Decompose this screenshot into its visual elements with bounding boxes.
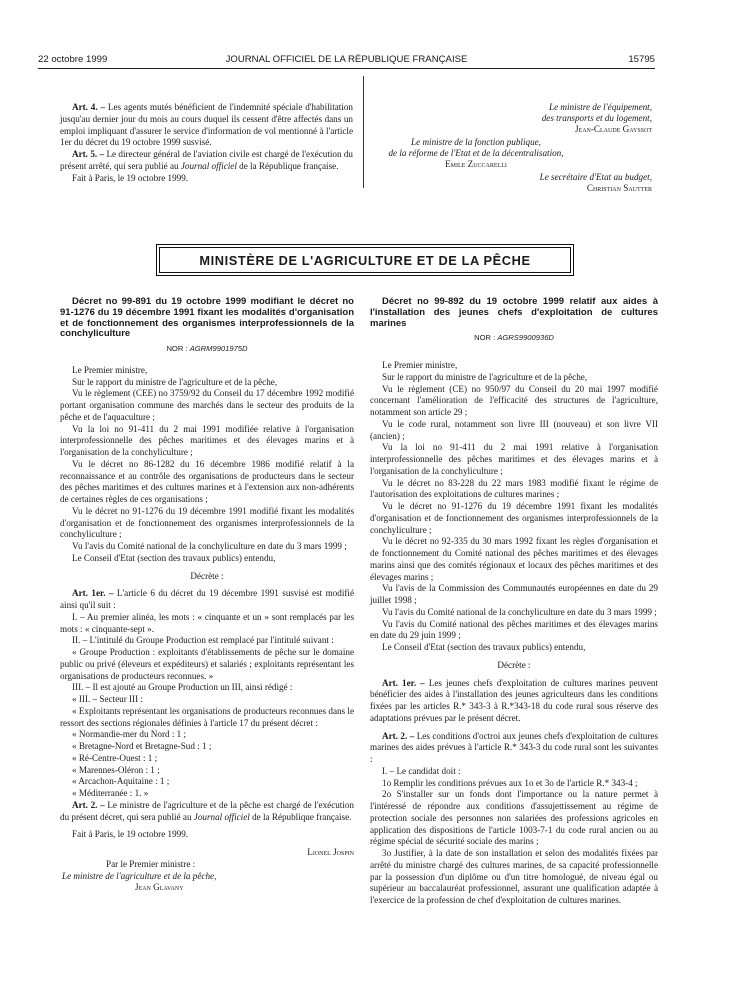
left-decree	[60, 297, 354, 894]
header-journal-title: JOURNAL OFFICIEL DE LA RÉPUBLIQUE FRANÇAISE	[225, 54, 468, 65]
signature-block-2: Le ministre de la fonction publique, de la réforme de l'Etat et de la décentralisation, Emile Zuccarelli	[366, 137, 586, 171]
visa-paragraph: Vu l'avis de la Commission des Communautés européennes en date du 29 juillet 1998 ;	[370, 583, 658, 606]
art1-paragraph: Art. 1er. – L'article 6 du décret du 19 décembre 1991 susvisé est modifié ainsi qu'il suit :	[60, 588, 354, 611]
body-paragraph: « Normandie-mer du Nord : 1 ;	[72, 729, 187, 740]
nor-reference: NOR : AGRS9900936D	[474, 333, 554, 343]
visa-paragraph: Le Conseil d'Etat (section des travaux publics) entendu,	[382, 642, 586, 653]
visa-paragraph: Vu le code rural, notamment son livre III (nouveau) et son livre VII (ancien) ;	[370, 418, 658, 441]
visa-paragraph: Sur le rapport du ministre de l'agriculture et de la pêche,	[72, 376, 278, 387]
art2-paragraph: Art. 2. – Les conditions d'octroi aux jeunes chefs d'exploitation de cultures marines des aides prévues à l'article R.* 343-3 du code rural sont les suivantes :	[370, 730, 659, 765]
decrete-heading: Décrète :	[190, 570, 224, 581]
signature-block-3: Le secrétaire d'Etat au budget, Christian Sautter	[380, 172, 652, 194]
signer-name: Christian Sautter	[586, 183, 652, 194]
visa-paragraph: Vu le règlement (CE) no 950/97 du Conseil du 20 mai 1997 modifié concernant l'amélioration de l'efficacité des structures de l'agriculture, notamment son article 29 ;	[370, 383, 658, 418]
art1-paragraph: Art. 1er. – Les jeunes chefs d'exploitation de cultures marines peuvent bénéficier des aides à l'installation des jeunes agriculteurs dans les conditions fixées par les articles R.* 343-3 à R.*343-18 du code rural sous réserve des adaptations prévues par le présent décret.	[370, 677, 658, 723]
visa-paragraph: Le Conseil d'Etat (section des travaux publics) entendu,	[72, 552, 276, 563]
body-paragraph: « Marennes-Oléron : 1 ;	[72, 764, 160, 775]
ministry-heading: MINISTÈRE DE L'AGRICULTURE ET DE LA PÊCHE	[159, 247, 571, 273]
minister-title: Le ministre de l'agriculture et de la pêche,	[62, 870, 217, 881]
body-paragraph: « Groupe Production : exploitants d'établissements de pêche sur le domaine public ou privé (éleveurs et expéditeurs) et salariés ; exploitants représentant les organisations de producteurs reconnues. »	[60, 647, 354, 681]
decree-title: Décret no 99-892 du 19 octobre 1999 relatif aux aides à l'installation des jeunes chefs d'exploitation de cultures marines	[370, 296, 658, 329]
done-at-paris: Fait à Paris, le 19 octobre 1999.	[72, 172, 189, 183]
visa-paragraph: Vu le décret no 86-1282 du 16 décembre 1986 modifié relatif à la reconnaissance et au contrôle des organisations de producteurs dans le secteur des pêches maritimes et des cultures marines et à l'extension aux non-adhérents de certaines règles de ces organisations ;	[60, 458, 354, 505]
visa-paragraph: Vu la loi no 91-411 du 2 mai 1991 relative à l'organisation interprofessionnelle des pêches maritimes et des élevages marins et à l'organisation de la conchyliculture ;	[370, 442, 658, 476]
body-paragraph: III. – Il est ajouté au Groupe Production un III, ainsi rédigé :	[72, 682, 293, 693]
body-paragraph: « Arcachon-Aquitaine : 1 ;	[72, 776, 170, 787]
visa-paragraph: Vu l'avis du Comité national des pêches maritimes et des élevages marins en date du 29 juin 1999 ;	[370, 618, 658, 641]
art5-paragraph: Art. 5. – Le directeur général de l'aviation civile est chargé de l'exécution du présent arrêté, qui sera publié au Journal officiel de la République française.	[60, 149, 353, 171]
art4-paragraph: Art. 4. – Les agents mutés bénéficient de l'indemnité spéciale d'habilitation jusqu'au dernier jour du mois au cours duquel ils cessent d'être affectés dans un emploi impliquant d'assurer le service d'information de vol mentionné à l'article 1er du décret du 19 octobre 1999 susvisé.	[60, 102, 353, 148]
visa-paragraph: Vu le décret no 91-1276 du 19 décembre 1991 modifié fixant les modalités d'organisation et de fonctionnement des organismes interprofessionnels de la conchyliculture ;	[60, 505, 354, 540]
nor-reference: NOR : AGRM9901975D	[166, 344, 248, 354]
body-paragraph: « Méditerranée : 1. »	[72, 788, 149, 799]
body-paragraph: « Exploitants représentant les organisations de producteurs reconnues dans le ressort des sections régionales définies à l'article 17 du présent décret :	[60, 705, 354, 728]
visa-paragraph: Vu le décret no 92-335 du 30 mars 1992 fixant les règles d'organisation et de fonctionnement du Comité national des pêches maritimes et des élevages marins ainsi que des comités régionaux et locaux des pêches maritimes et des élevages marins ;	[370, 536, 658, 582]
visa-paragraph: Le Premier ministre,	[72, 364, 148, 375]
visa-paragraph: Vu le décret no 83-228 du 22 mars 1983 modifié fixant le régime de l'autorisation des exploitations de cultures marines ;	[370, 477, 658, 500]
signer-name: Jean Glavany	[135, 882, 184, 893]
body-paragraph: I. – Le candidat doit :	[382, 765, 461, 776]
decree-title: Décret no 99-891 du 19 octobre 1999 modifiant le décret no 91-1276 du 19 décembre 1991 fixant les modalités d'organisation et de fonctionnement des organismes interprofessionnels de la conchyliculture	[60, 296, 354, 340]
right-decree	[370, 297, 658, 907]
body-paragraph: 2o S'installer sur un fonds dont l'importance ou la nature permet à l'intéressé de répondre aux conditions d'assujettissement au régime de protection sociale des personnes non salariées des professions agricoles en application des dispositions de l'article 1003-7-1 du code rural ancien ou au régime spécial de sécurité sociale des marins ;	[370, 789, 658, 847]
visa-paragraph: Le Premier ministre,	[382, 360, 458, 371]
body-paragraph: 1o Remplir les conditions prévues aux 1o et 3o de l'article R.* 343-4 ;	[382, 777, 638, 788]
by-prime-minister: Par le Premier ministre :	[106, 858, 196, 869]
header-rule	[38, 68, 655, 69]
signer-name: Lionel Jospin	[307, 847, 354, 858]
body-paragraph: 3o Justifier, à la date de son installation et selon des modalités fixées par arrêté du ministre chargé des cultures marines, de sa capacité professionnelle par la possession d'un diplôme ou d'un titre homologué, de niveau égal ou supérieur au baccalauréat professionnel, assurant une qualification adaptée à l'exercice de la profession de chef d'exploitation de cultures marines.	[370, 848, 658, 906]
signer-name: Jean-Claude Gayssot	[575, 124, 652, 135]
visa-paragraph: Vu la loi no 91-411 du 2 mai 1991 modifiée relative à l'organisation interprofessionnelle des pêches maritimes et des élevages marins et à l'organisation de la conchyliculture ;	[60, 423, 354, 458]
column-divider	[363, 76, 364, 188]
header-page-number: 15795	[628, 54, 655, 65]
body-paragraph: I. – Au premier alinéa, les mots : « cinquante et un » sont remplacés par les mots : « cinquante-sept ».	[60, 611, 354, 634]
body-paragraph: « Ré-Centre-Ouest : 1 ;	[72, 752, 158, 763]
header-date: 22 octobre 1999	[38, 54, 108, 65]
visa-paragraph: Vu le règlement (CEE) no 3759/92 du Conseil du 17 décembre 1992 modifié portant organisation commune des marchés dans le secteur des produits de la pêche et de l'aquaculture ;	[60, 388, 354, 422]
decrete-heading: Décrète :	[497, 659, 531, 670]
visa-paragraph: Vu le décret no 91-1276 du 19 décembre 1991 fixant les modalités d'organisation et de fonctionnement des organismes interprofessionnels de la conchyliculture ;	[370, 501, 658, 535]
body-paragraph: II. – L'intitulé du Groupe Production est remplacé par l'intitulé suivant :	[72, 635, 334, 646]
done-at-paris: Fait à Paris, le 19 octobre 1999.	[72, 829, 189, 840]
body-paragraph: « III. – Secteur III :	[72, 694, 143, 705]
signer-name: Emile Zuccarelli	[445, 159, 507, 170]
visa-paragraph: Vu l'avis du Comité national de la conchyliculture en date du 3 mars 1999 ;	[72, 541, 347, 552]
visa-paragraph: Sur le rapport du ministre de l'agriculture et de la pêche,	[382, 371, 588, 382]
top-left-articles	[60, 102, 353, 184]
art2-paragraph: Art. 2. – Le ministre de l'agriculture et de la pêche est chargé de l'exécution du présent décret, qui sera publié au Journal officiel de la République française.	[60, 799, 354, 822]
body-paragraph: « Bretagne-Nord et Bretagne-Sud : 1 ;	[72, 741, 212, 752]
signature-block-1: Le ministre de l'équipement, des transports et du logement, Jean-Claude Gayssot	[380, 102, 652, 136]
visa-paragraph: Vu l'avis du Comité national de la conchyliculture en date du 3 mars 1999 ;	[382, 606, 657, 617]
